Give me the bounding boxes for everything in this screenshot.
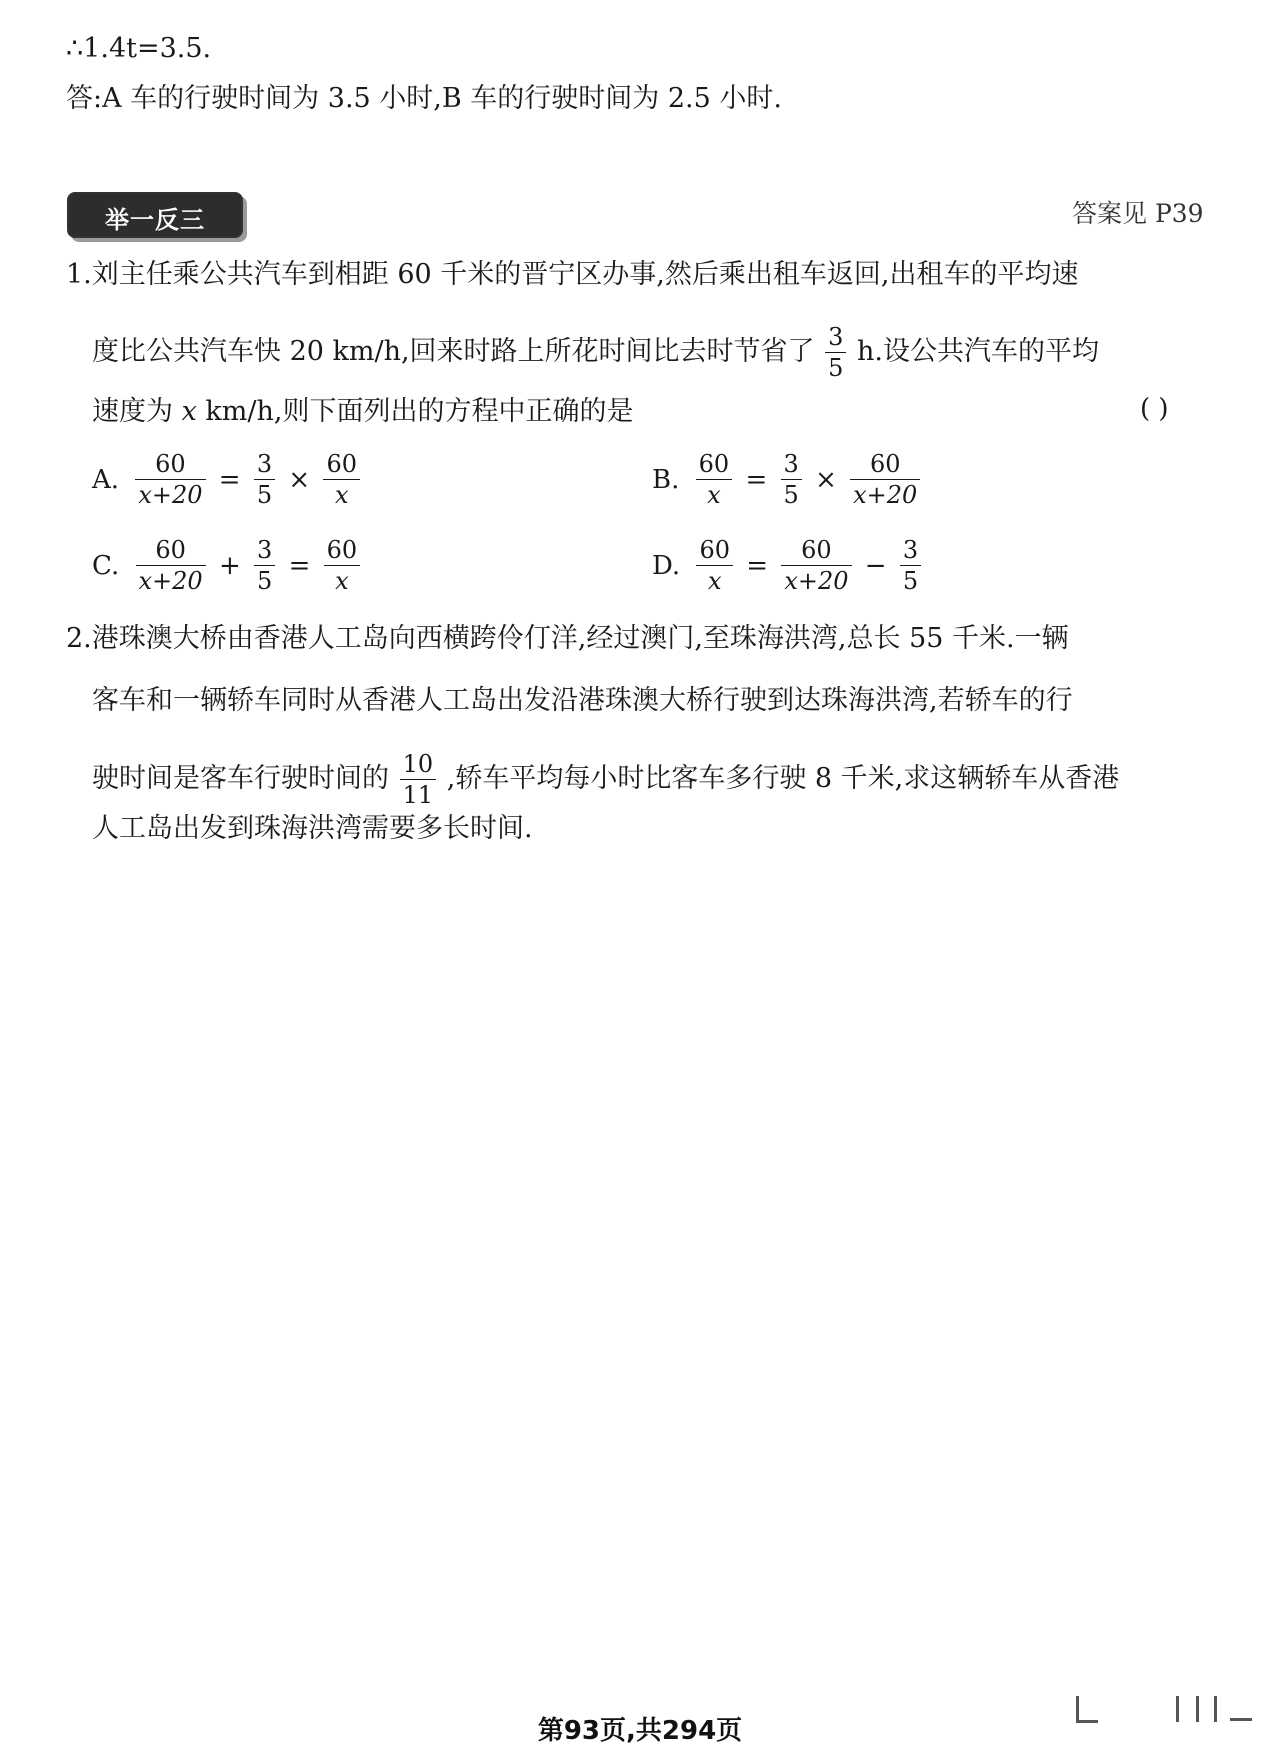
fraction-denominator: 5 <box>828 354 844 382</box>
section-badge <box>67 192 243 238</box>
option-fraction <box>696 452 733 507</box>
q2-line-3-text-b: ,轿车平均每小时比客车多行驶 8 千米,求这辆轿车从香港 <box>446 763 1120 794</box>
fraction-denominator: 5 <box>783 481 799 509</box>
option-fraction <box>254 538 275 593</box>
fraction-denominator: x <box>707 567 722 595</box>
option-fraction <box>850 452 920 507</box>
q2-line-1: 2.港珠澳大桥由香港人工岛向西横跨伶仃洋,经过澳门,至珠海洪湾,总长 55 千米.一辆 <box>66 623 1069 654</box>
q1-option-a <box>92 452 362 507</box>
q1-option-c <box>92 538 362 593</box>
option-fraction <box>900 538 921 593</box>
fraction-numerator: 60 <box>136 538 206 566</box>
fraction-denominator: x+20 <box>853 481 918 509</box>
fraction-numerator: 60 <box>323 452 360 480</box>
option-fraction <box>254 452 275 507</box>
fraction-numerator: 3 <box>900 538 921 566</box>
operator: = <box>218 464 241 495</box>
prev-solution-line: ∴1.4t=3.5. <box>66 33 212 64</box>
q1-line-2 <box>92 325 1099 380</box>
fraction-numerator: 3 <box>254 538 275 566</box>
answer-reference: 答案见 P39 <box>1072 199 1204 228</box>
q1-fraction-three-fifths <box>825 325 846 380</box>
operator: × <box>288 464 311 495</box>
option-label: C. <box>92 550 120 581</box>
fraction-denominator: 5 <box>257 567 273 595</box>
option-label: B. <box>652 464 680 495</box>
option-fraction <box>323 452 360 507</box>
option-fraction <box>324 538 361 593</box>
q1-option-d <box>652 538 923 593</box>
q1-line-2-text-a: 度比公共汽车快 20 km/h,回来时路上所花时间比去时节省了 <box>92 336 815 367</box>
option-fraction <box>781 538 851 593</box>
option-label: A. <box>92 464 120 495</box>
operator: = <box>288 550 311 581</box>
option-label: D. <box>652 550 681 581</box>
fraction-denominator: x <box>707 481 721 509</box>
fraction-denominator: 11 <box>402 781 434 809</box>
section-badge-label: 举一反三 <box>105 206 205 234</box>
fraction-numerator: 60 <box>324 538 361 566</box>
prev-answer-line: 答:A 车的行驶时间为 3.5 小时,B 车的行驶时间为 2.5 小时. <box>66 83 782 114</box>
q2-line-2: 客车和一辆轿车同时从香港人工岛出发沿港珠澳大桥行驶到达珠海洪湾,若轿车的行 <box>92 685 1073 716</box>
q2-line-3 <box>92 752 1119 807</box>
page-counter: 第93页,共294页 <box>537 1716 743 1746</box>
fraction-denominator: x <box>334 481 349 509</box>
operator: − <box>864 550 887 581</box>
q1-line-3-text-a: 速度为 <box>92 396 173 427</box>
option-fraction <box>135 452 205 507</box>
q1-line-1: 1.刘主任乘公共汽车到相距 60 千米的晋宁区办事,然后乘出租车返回,出租车的平均速 <box>66 259 1079 290</box>
q2-fraction-ten-elevenths <box>400 752 437 807</box>
fraction-denominator: 5 <box>256 481 273 509</box>
operator: × <box>815 464 837 495</box>
fraction-denominator: x+20 <box>784 567 849 595</box>
fraction-numerator: 60 <box>135 452 205 480</box>
fraction-numerator: 60 <box>850 452 920 480</box>
q1-variable-x: x <box>181 396 197 427</box>
fraction-numerator: 3 <box>781 452 802 480</box>
fraction-denominator: x <box>335 567 349 595</box>
q2-line-3-text-a: 驶时间是客车行驶时间的 <box>92 763 389 794</box>
fraction-numerator: 60 <box>696 538 733 566</box>
fraction-numerator: 60 <box>696 452 733 480</box>
fraction-numerator: 3 <box>825 325 846 353</box>
q2-line-4: 人工岛出发到珠海洪湾需要多长时间. <box>92 813 533 844</box>
fraction-denominator: x+20 <box>138 567 203 595</box>
fraction-numerator: 10 <box>400 752 437 780</box>
q1-line-3 <box>92 395 633 429</box>
fraction-denominator: x+20 <box>138 481 203 509</box>
q1-answer-parentheses: ( ) <box>1140 394 1169 424</box>
option-fraction <box>696 538 733 593</box>
fraction-numerator: 3 <box>254 452 275 480</box>
operator: + <box>218 550 241 581</box>
fraction-numerator: 60 <box>781 538 851 566</box>
fraction-denominator: 5 <box>902 567 919 595</box>
option-fraction <box>781 452 802 507</box>
operator: = <box>745 464 768 495</box>
option-fraction <box>136 538 206 593</box>
q1-line-2-text-b: h.设公共汽车的平均 <box>857 336 1100 367</box>
operator: = <box>746 550 769 581</box>
q1-option-b <box>652 452 922 507</box>
q1-line-3-text-b: km/h,则下面列出的方程中正确的是 <box>205 396 634 427</box>
